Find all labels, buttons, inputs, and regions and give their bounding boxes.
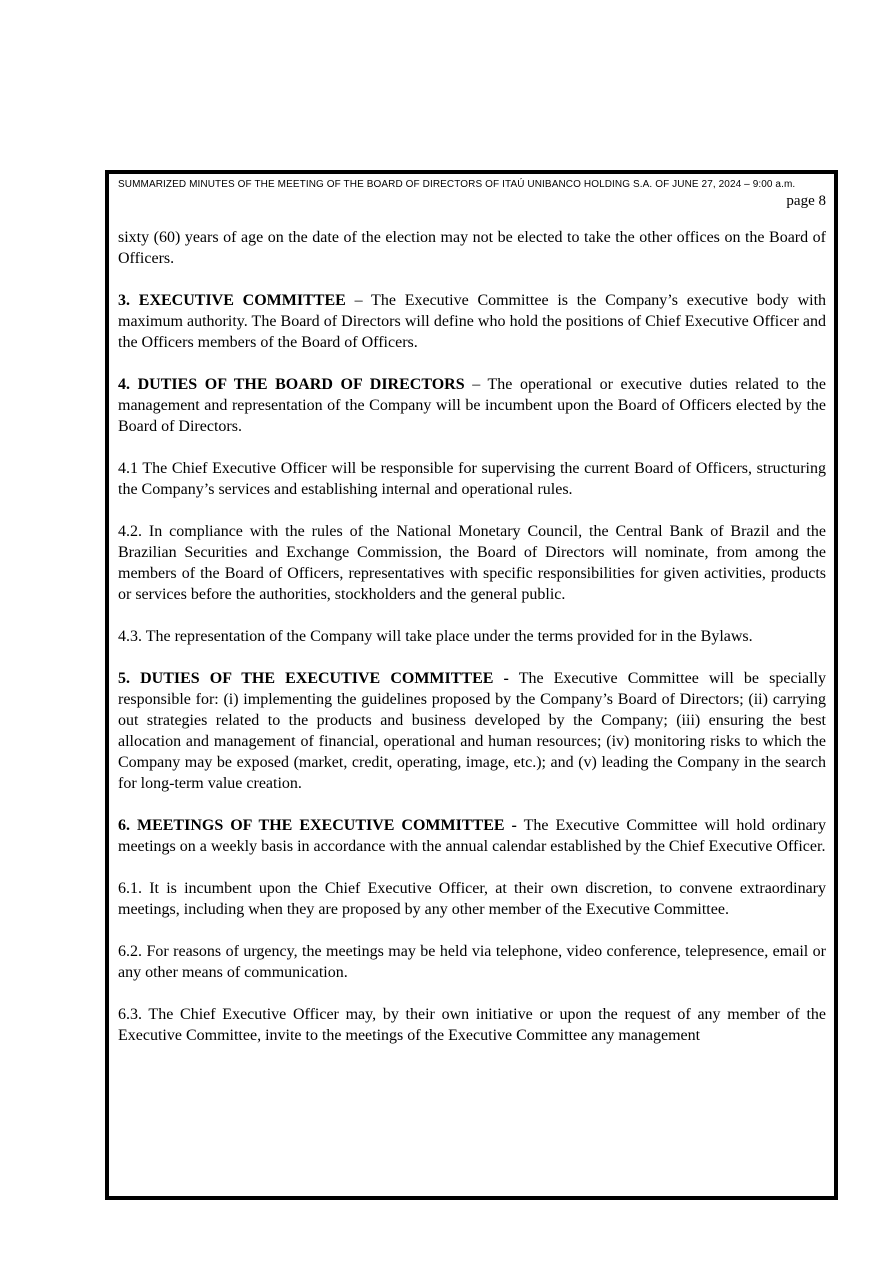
paragraph-text: – The operational or executive duties related to the management and representation of the Company will be incumbent upon the Board of Officers elected by the Board of Directors.	[118, 376, 826, 435]
paragraph-continuation	[118, 227, 826, 269]
paragraph-6-1	[118, 878, 826, 920]
document-header	[118, 179, 826, 210]
section-heading: 5. DUTIES OF THE EXECUTIVE COMMITTEE -	[118, 670, 509, 687]
paragraph-text: sixty (60) years of age on the date of the election may not be elected to take the other offices on the Board of Officers.	[118, 229, 826, 267]
minutes-page	[105, 170, 838, 1200]
paragraph-text: 4.1 The Chief Executive Officer will be responsible for supervising the current Board of Officers, structuring the Company’s services and establishing internal and operational rules.	[118, 460, 826, 498]
paragraph-text: 4.2. In compliance with the rules of the National Monetary Council, the Central Bank of Brazil and the Brazilian Securities and Exchange Commission, the Board of Directors will nominate, from among the members of the Board of Officers, representatives with specific responsibilities for given activities, products or services before the authorities, stockholders and the general public.	[118, 523, 826, 603]
paragraph-6-3	[118, 1004, 826, 1046]
section-heading: 6. MEETINGS OF THE EXECUTIVE COMMITTEE -	[118, 817, 517, 834]
paragraph-section-3	[118, 290, 826, 353]
paragraph-6-2	[118, 941, 826, 983]
paragraph-text: 6.2. For reasons of urgency, the meetings may be held via telephone, video conference, telepresence, email or any other means of communication.	[118, 943, 826, 981]
paragraph-text: 6.1. It is incumbent upon the Chief Executive Officer, at their own discretion, to convene extraordinary meetings, including when they are proposed by any other member of the Executive Committee.	[118, 880, 826, 918]
paragraph-text: 6.3. The Chief Executive Officer may, by their own initiative or upon the request of any member of the Executive Committee, invite to the meetings of the Executive Committee any management	[118, 1006, 826, 1044]
paragraph-4-3	[118, 626, 826, 647]
paragraph-section-6	[118, 815, 826, 857]
paragraph-section-5	[118, 668, 826, 794]
page-number: page 8	[786, 193, 826, 209]
paragraph-text: The Executive Committee will be specially responsible for: (i) implementing the guidelines proposed by the Company’s Board of Directors; (ii) carrying out strategies related to the products and business developed by the Company; (iii) ensuring the best allocation and management of financial, operational and human resources; (iv) monitoring risks to which the Company may be exposed (market, credit, operating, image, etc.); and (v) leading the Company in the search for long-term value creation.	[118, 670, 826, 792]
paragraph-text: The Executive Committee will hold ordinary meetings on a weekly basis in accordance with the annual calendar established by the Chief Executive Officer.	[118, 817, 826, 855]
header-title: SUMMARIZED MINUTES OF THE MEETING OF THE BOARD OF DIRECTORS OF ITAÚ UNIBANCO HOLDING S.A. OF JUNE 27, 2024 – 9:00 a.m.	[118, 179, 796, 190]
paragraph-text: – The Executive Committee is the Company’s executive body with maximum authority. The Board of Directors will define who hold the positions of Chief Executive Officer and the Officers members of the Board of Officers.	[118, 292, 827, 351]
paragraph-4-1	[118, 458, 826, 500]
section-heading: 3. EXECUTIVE COMMITTEE	[118, 292, 346, 309]
paragraph-section-4	[118, 374, 826, 437]
paragraph-text: 4.3. The representation of the Company will take place under the terms provided for in the Bylaws.	[118, 628, 753, 645]
paragraph-4-2	[118, 521, 826, 605]
document-body	[118, 227, 826, 1046]
section-heading: 4. DUTIES OF THE BOARD OF DIRECTORS	[118, 376, 465, 393]
